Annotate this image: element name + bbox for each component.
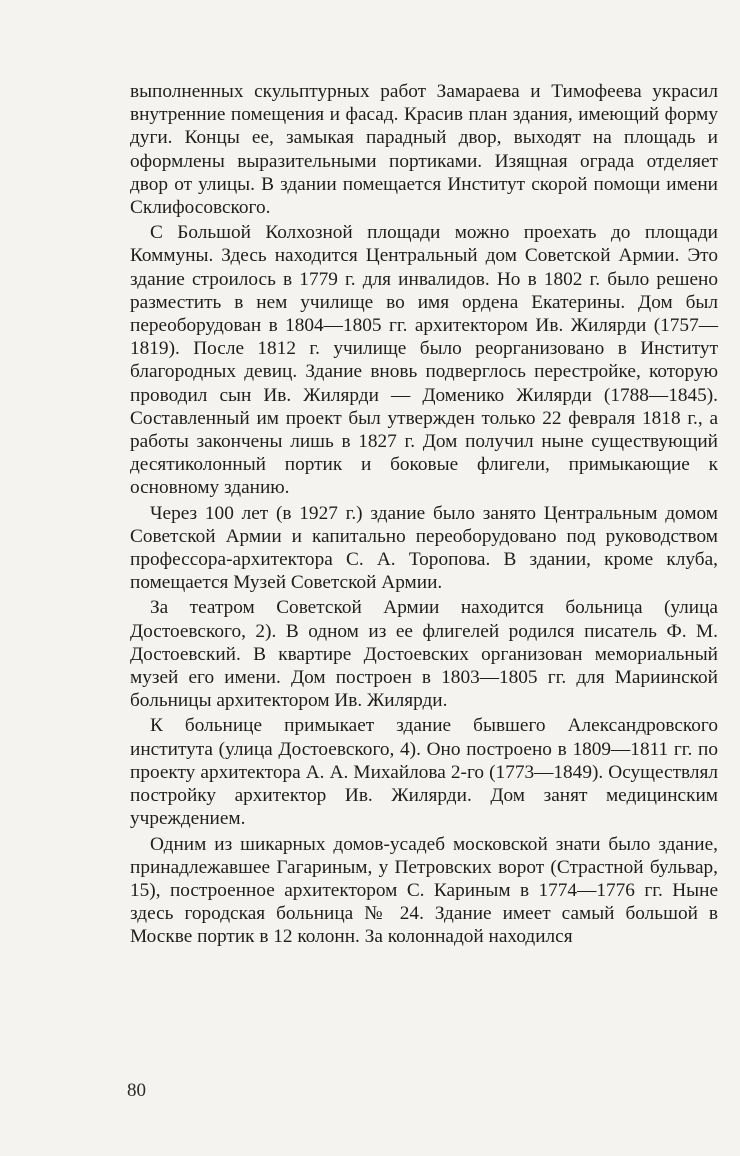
paragraph-3: Через 100 лет (в 1927 г.) здание было занято Центральным домом Советской Армии и капитально переоборудовано под руководством профессора-архитектора С. А. Торопова. В здании, кроме клуба, помещается Музей Советской Армии. [130, 502, 718, 594]
page-body [130, 80, 718, 951]
paragraph-5: К больнице примыкает здание бывшего Александровского института (улица Достоевского, 4). Оно построено в 1809—1811 гг. по проекту архитектора А. А. Михайлова 2-го (1773—1849). Осуществлял постройку архитектор Ив. Жилярди. Дом занят медицинским учреждением. [130, 715, 718, 830]
paragraph-1: выполненных скульптурных работ Замараева и Тимофеева украсил внутренние помещения и фасад. Красив план здания, имеющий форму дуги. Концы ее, замыкая парадный двор, выходят на площадь и оформлены выразительными портиками. Изящная ограда отделяет двор от улицы. В здании помещается Институт скорой помощи имени Склифосовского. [130, 81, 718, 219]
paragraph-4: За театром Советской Армии находится больница (улица Достоевского, 2). В одном из ее флигелей родился писатель Ф. М. Достоевский. В квартире Достоевских организован мемориальный музей его имени. Дом построен в 1803—1805 гг. для Мариинской больницы архитектором Ив. Жилярди. [130, 597, 718, 712]
paragraph-2: С Большой Колхозной площади можно проехать до площади Коммуны. Здесь находится Центральный дом Советской Армии. Это здание строилось в 1779 г. для инвалидов. Но в 1802 г. было решено разместить в нем училище во имя ордена Екатерины. Дом был переоборудован в 1804—1805 гг. архитектором Ив. Жилярди (1757—1819). После 1812 г. училище было реорганизовано в Институт благородных девиц. Здание вновь подверглось перестройке, которую проводил сын Ив. Жилярди — Доменико Жилярди (1788—1845). Составленный им проект был утвержден только 22 февраля 1818 г., а работы закончены лишь в 1827 г. Дом получил ныне существующий десятиколонный портик и боковые флигели, примыкающие к основному зданию. [130, 222, 718, 499]
paragraph-6: Одним из шикарных домов-усадеб московской знати было здание, принадлежавшее Гагариным, у Петровских ворот (Страстной бульвар, 15), построенное архитектором С. Кариным в 1774—1776 гг. Ныне здесь городская больница № 24. Здание имеет самый большой в Москве портик в 12 колонн. За колоннадой находился [130, 833, 718, 948]
page-number: 80 [127, 1080, 146, 1101]
